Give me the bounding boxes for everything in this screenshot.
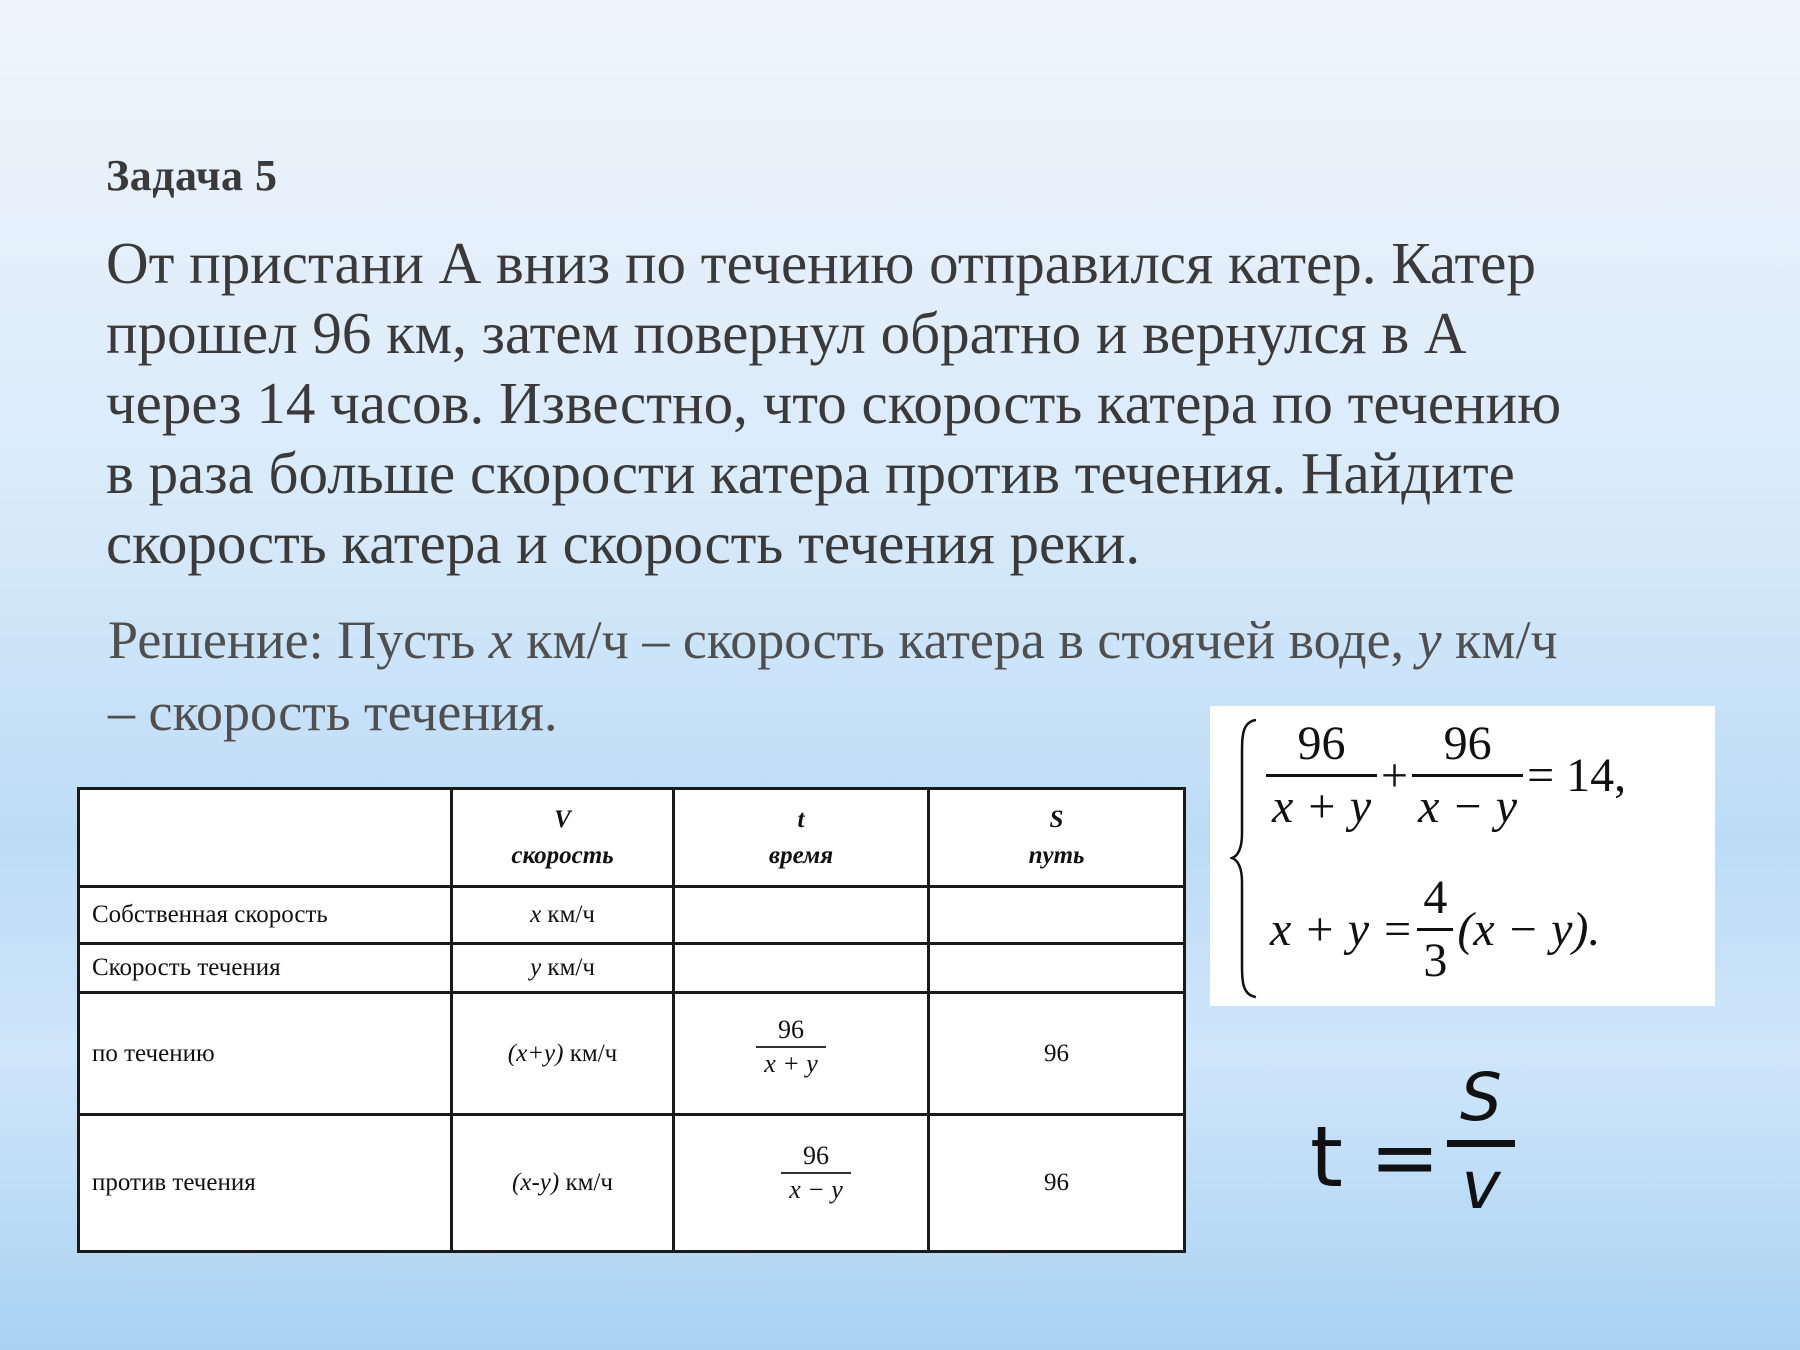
equation-2 bbox=[1266, 868, 1604, 991]
speed-cell bbox=[452, 993, 674, 1115]
distance-cell: 96 bbox=[929, 993, 1185, 1115]
speed-unit: км/ч bbox=[563, 1039, 618, 1067]
table-header-row bbox=[79, 789, 1185, 887]
speed-var: y bbox=[530, 954, 542, 981]
solution-line-2: – скорость течения. bbox=[108, 682, 558, 742]
fraction-numerator: 96 bbox=[781, 1140, 851, 1174]
table-row bbox=[79, 993, 1185, 1115]
speed-var: x bbox=[530, 901, 542, 928]
header-time bbox=[674, 789, 929, 887]
fraction bbox=[1266, 714, 1377, 837]
time-fraction bbox=[756, 1014, 826, 1080]
time-cell bbox=[674, 887, 929, 944]
time-cell bbox=[674, 944, 929, 993]
row-label: против течения bbox=[79, 1115, 452, 1252]
solution-part: км/ч bbox=[1441, 610, 1558, 670]
table-row bbox=[79, 1115, 1185, 1252]
equation-lhs: x + y = bbox=[1270, 903, 1414, 956]
formula-lhs: t = bbox=[1310, 1108, 1441, 1206]
time-cell bbox=[674, 993, 929, 1115]
distance-cell bbox=[929, 887, 1185, 944]
equation-rhs: = 14, bbox=[1527, 749, 1627, 802]
problem-line: через 14 часов. Известно, что скорость катера по течению bbox=[106, 370, 1562, 436]
row-label: Скорость течения bbox=[79, 944, 452, 993]
fraction bbox=[1412, 714, 1523, 837]
speed-unit: км/ч bbox=[541, 901, 595, 928]
speed-unit: км/ч bbox=[541, 954, 595, 981]
equation-rhs: (x − y). bbox=[1457, 903, 1601, 956]
speed-cell bbox=[452, 1115, 674, 1252]
equation-system bbox=[1210, 706, 1715, 1006]
header-label: время bbox=[768, 841, 834, 869]
fraction-numerator: 96 bbox=[756, 1014, 826, 1048]
distance-cell bbox=[929, 944, 1185, 993]
variable-x: x bbox=[488, 610, 513, 670]
table-row bbox=[79, 887, 1185, 944]
header-symbol: S bbox=[1049, 805, 1064, 833]
problem-line: От пристани А вниз по течению отправился катер. Катер bbox=[106, 230, 1536, 296]
fraction-numerator: 4 bbox=[1417, 868, 1453, 931]
fraction-bar bbox=[1447, 1140, 1515, 1147]
problem-text bbox=[106, 228, 1746, 578]
fraction-denominator: x − y bbox=[789, 1175, 843, 1204]
header-symbol: V bbox=[554, 805, 571, 833]
fraction-denominator: x + y bbox=[1272, 780, 1371, 833]
plus-sign: + bbox=[1381, 749, 1409, 802]
row-label: по течению bbox=[79, 993, 452, 1115]
fraction-denominator: x + y bbox=[764, 1048, 818, 1078]
fraction-numerator: S bbox=[1460, 1059, 1502, 1136]
fraction-denominator: v bbox=[1461, 1147, 1501, 1224]
solution-part: Решение: Пусть bbox=[108, 610, 489, 670]
fraction bbox=[1417, 868, 1453, 991]
row-label: Собственная скорость bbox=[79, 887, 452, 944]
equation-1 bbox=[1266, 714, 1630, 837]
data-table bbox=[77, 787, 1186, 1253]
formula-fraction bbox=[1445, 1059, 1517, 1224]
problem-line: скорость катера и скорость течения реки. bbox=[106, 510, 1141, 576]
header-label: скорость bbox=[511, 841, 614, 869]
fraction-numerator: 96 bbox=[1412, 714, 1523, 777]
speed-cell bbox=[452, 887, 674, 944]
curly-brace-icon bbox=[1230, 716, 1260, 1001]
distance-cell: 96 bbox=[929, 1115, 1185, 1252]
header-symbol: t bbox=[797, 805, 805, 833]
variable-y: y bbox=[1417, 610, 1442, 670]
time-fraction bbox=[781, 1140, 851, 1206]
time-cell bbox=[674, 1115, 929, 1252]
header-distance bbox=[929, 789, 1185, 887]
header-label: путь bbox=[1028, 841, 1085, 869]
problem-line: прошел 96 км, затем повернул обратно и вернулся в А bbox=[106, 300, 1467, 366]
fraction-denominator: x − y bbox=[1418, 780, 1518, 833]
speed-var: (x-y) bbox=[512, 1169, 560, 1196]
solution-part: км/ч – скорость катера в стоячей воде, bbox=[512, 610, 1418, 670]
speed-var: (x+y) bbox=[507, 1039, 564, 1067]
table-row bbox=[79, 944, 1185, 993]
header-speed bbox=[452, 789, 674, 887]
fraction-numerator: 96 bbox=[1266, 714, 1377, 777]
fraction-denominator: 3 bbox=[1423, 934, 1448, 987]
problem-line: в раза больше скорости катера против течения. Найдите bbox=[106, 440, 1515, 506]
solution-line-1 bbox=[108, 604, 1748, 676]
speed-cell bbox=[452, 944, 674, 993]
table-header-empty bbox=[79, 789, 452, 887]
speed-unit: км/ч bbox=[559, 1169, 613, 1196]
task-title: Задача 5 bbox=[106, 151, 278, 200]
